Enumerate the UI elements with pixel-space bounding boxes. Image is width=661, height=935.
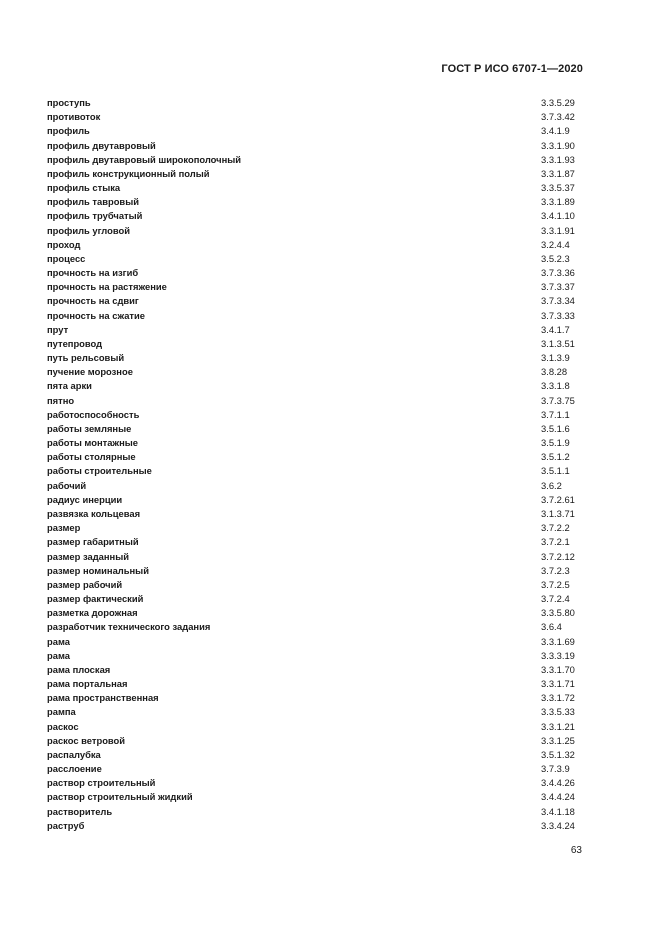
index-ref-number: 3.7.3.36 [541, 267, 575, 279]
index-ref-number: 3.4.4.26 [541, 777, 575, 789]
index-ref-number: 3.3.1.25 [541, 734, 575, 746]
index-term: прочность на изгиб [47, 267, 139, 279]
index-ref-number: 3.3.1.87 [541, 167, 575, 179]
index-entry [47, 535, 587, 549]
index-ref-number: 3.3.5.37 [541, 182, 575, 194]
index-entry [47, 365, 587, 379]
index-entry [47, 748, 587, 762]
index-ref-number: 3.5.1.1 [541, 465, 570, 477]
index-entry [47, 280, 587, 294]
index-entry [47, 224, 587, 238]
index-entry [47, 181, 587, 195]
index-entry [47, 464, 587, 478]
index-entry [47, 705, 587, 719]
index-ref-number: 3.4.1.18 [541, 805, 575, 817]
index-ref-number: 3.3.1.8 [541, 380, 570, 392]
index-ref-number: 3.5.1.6 [541, 422, 570, 434]
index-term: рама портальная [47, 678, 128, 690]
index-ref-number: 3.3.1.21 [541, 720, 575, 732]
index-ref-number: 3.5.1.2 [541, 451, 570, 463]
index-term: проступь [47, 97, 91, 108]
index-entry [47, 776, 587, 790]
index-entry [47, 507, 587, 521]
index-ref-number: 3.4.4.24 [541, 791, 575, 803]
index-term: работы земляные [47, 422, 132, 434]
index-entry [47, 479, 587, 493]
index-term: работы монтажные [47, 437, 138, 449]
index-ref-number: 3.5.2.3 [541, 252, 570, 264]
index-entry [47, 691, 587, 705]
index-term: расслоение [47, 763, 102, 775]
index-entry [47, 422, 587, 436]
index-term: рама плоская [47, 663, 111, 675]
index-term: проход [47, 238, 81, 250]
index-term: распалубка [47, 748, 101, 760]
index-ref-number: 3.7.3.34 [541, 295, 575, 307]
index-ref-number: 3.1.3.51 [541, 337, 575, 349]
index-entry [47, 521, 587, 535]
index-term: разработчик технического задания [47, 621, 211, 633]
index-entry [47, 564, 587, 578]
index-term: прочность на растяжение [47, 281, 167, 293]
index-ref-number: 3.5.1.32 [541, 748, 575, 760]
index-ref-number: 3.6.4 [541, 621, 562, 633]
index-entry [47, 663, 587, 677]
index-term: профиль тавровый [47, 196, 139, 208]
index-ref-number: 3.3.1.69 [541, 635, 575, 647]
index-entry [47, 209, 587, 223]
page-number: 63 [570, 845, 582, 856]
index-entry [47, 620, 587, 634]
index-entry [47, 450, 587, 464]
index-entry [47, 762, 587, 776]
index-entry [47, 167, 587, 181]
index-ref-number: 3.7.3.75 [541, 394, 575, 406]
document-header: ГОСТ Р ИСО 6707-1—2020 [441, 63, 583, 75]
index-ref-number: 3.3.1.71 [541, 678, 575, 690]
index-term: прочность на сдвиг [47, 295, 139, 307]
index-entry [47, 649, 587, 663]
index-ref-number: 3.5.1.9 [541, 437, 570, 449]
index-entry [47, 153, 587, 167]
index-entry [47, 720, 587, 734]
index-ref-number: 3.7.3.42 [541, 111, 575, 123]
index-entry [47, 805, 587, 819]
index-ref-number: 3.2.4.4 [541, 238, 570, 250]
index-term: путь рельсовый [47, 352, 125, 364]
index-entry [47, 309, 587, 323]
index-entry [47, 493, 587, 507]
index-ref-number: 3.3.1.89 [541, 196, 575, 208]
index-entry [47, 408, 587, 422]
index-entry [47, 238, 587, 252]
index-entry [47, 819, 587, 833]
index-term: профиль [47, 125, 90, 137]
index-term: путепровод [47, 337, 103, 349]
index-term: размер [47, 522, 81, 534]
index-ref-number: 3.3.3.19 [541, 649, 575, 661]
index-entry [47, 550, 587, 564]
index-ref-number: 3.8.28 [541, 366, 568, 378]
index-entry [47, 790, 587, 804]
index-term: профиль стыка [47, 182, 121, 194]
index-term: раскос [47, 720, 79, 732]
index-term: работы строительные [47, 465, 152, 477]
index-term: размер заданный [47, 550, 129, 562]
index-term: профиль конструкционный полый [47, 167, 210, 179]
index-ref-number: 3.7.2.5 [541, 578, 570, 590]
index-term: противоток [47, 111, 101, 123]
index-term: раскос ветровой [47, 734, 126, 746]
index-term: развязка кольцевая [47, 507, 141, 519]
index-ref-number: 3.7.2.1 [541, 536, 570, 548]
index-term: разметка дорожная [47, 607, 138, 619]
index-term: раструб [47, 819, 85, 831]
index-ref-number: 3.7.3.37 [541, 281, 575, 293]
index-term: рама [47, 649, 70, 661]
index-term: процесс [47, 252, 86, 264]
index-ref-number: 3.7.3.9 [541, 763, 570, 775]
index-ref-number: 3.3.4.24 [541, 819, 575, 831]
index-ref-number: 3.4.1.7 [541, 323, 570, 335]
index-entry [47, 351, 587, 365]
alphabetical-index [47, 96, 587, 833]
index-entry [47, 110, 587, 124]
index-ref-number: 3.4.1.10 [541, 210, 575, 222]
index-ref-number: 3.6.2 [541, 479, 562, 491]
index-entry [47, 379, 587, 393]
index-ref-number: 3.3.1.72 [541, 692, 575, 704]
index-entry [47, 436, 587, 450]
index-ref-number: 3.7.2.4 [541, 593, 570, 605]
index-entry [47, 606, 587, 620]
index-ref-number: 3.7.2.3 [541, 564, 570, 576]
index-term: размер номинальный [47, 564, 149, 576]
index-entry [47, 578, 587, 592]
index-ref-number: 3.3.1.91 [541, 224, 575, 236]
index-entry [47, 124, 587, 138]
index-term: профиль двутавровый [47, 139, 156, 151]
index-term: размер рабочий [47, 578, 123, 590]
index-entry [47, 677, 587, 691]
index-term: профиль трубчатый [47, 210, 143, 222]
index-term: профиль угловой [47, 224, 130, 236]
index-ref-number: 3.3.5.33 [541, 706, 575, 718]
index-term: рама пространственная [47, 692, 159, 704]
index-entry [47, 294, 587, 308]
index-entry [47, 252, 587, 266]
index-term: рампа [47, 706, 76, 718]
index-ref-number: 3.7.3.33 [541, 309, 575, 321]
index-term: работы столярные [47, 451, 136, 463]
index-entry [47, 96, 587, 110]
index-term: радиус инерции [47, 493, 123, 505]
index-ref-number: 3.3.1.90 [541, 139, 575, 151]
index-ref-number: 3.3.5.29 [541, 97, 575, 108]
index-ref-number: 3.7.1.1 [541, 408, 570, 420]
index-ref-number: 3.1.3.71 [541, 507, 575, 519]
index-entry [47, 337, 587, 351]
index-term: раствор строительный жидкий [47, 791, 193, 803]
index-term: пята арки [47, 380, 92, 392]
index-term: пучение морозное [47, 366, 133, 378]
index-term: прут [47, 323, 69, 335]
index-term: работоспособность [47, 408, 140, 420]
index-entry [47, 195, 587, 209]
index-term: раствор строительный [47, 777, 156, 789]
index-ref-number: 3.7.2.61 [541, 493, 575, 505]
index-term: прочность на сжатие [47, 309, 146, 321]
index-entry [47, 635, 587, 649]
index-ref-number: 3.7.2.2 [541, 522, 570, 534]
index-ref-number: 3.7.2.12 [541, 550, 575, 562]
index-entry [47, 394, 587, 408]
index-ref-number: 3.3.1.93 [541, 153, 575, 165]
index-term: профиль двутавровый широкополочный [47, 153, 242, 165]
index-term: рабочий [47, 479, 87, 491]
index-entry [47, 266, 587, 280]
index-term: размер габаритный [47, 536, 139, 548]
index-entry [47, 592, 587, 606]
index-entry [47, 323, 587, 337]
index-entry [47, 139, 587, 153]
index-term: рама [47, 635, 70, 647]
index-entry [47, 734, 587, 748]
index-ref-number: 3.4.1.9 [541, 125, 570, 137]
index-ref-number: 3.3.5.80 [541, 607, 575, 619]
index-term: растворитель [47, 805, 113, 817]
index-ref-number: 3.1.3.9 [541, 352, 570, 364]
index-ref-number: 3.3.1.70 [541, 663, 575, 675]
index-term: пятно [47, 394, 75, 406]
index-term: размер фактический [47, 593, 144, 605]
